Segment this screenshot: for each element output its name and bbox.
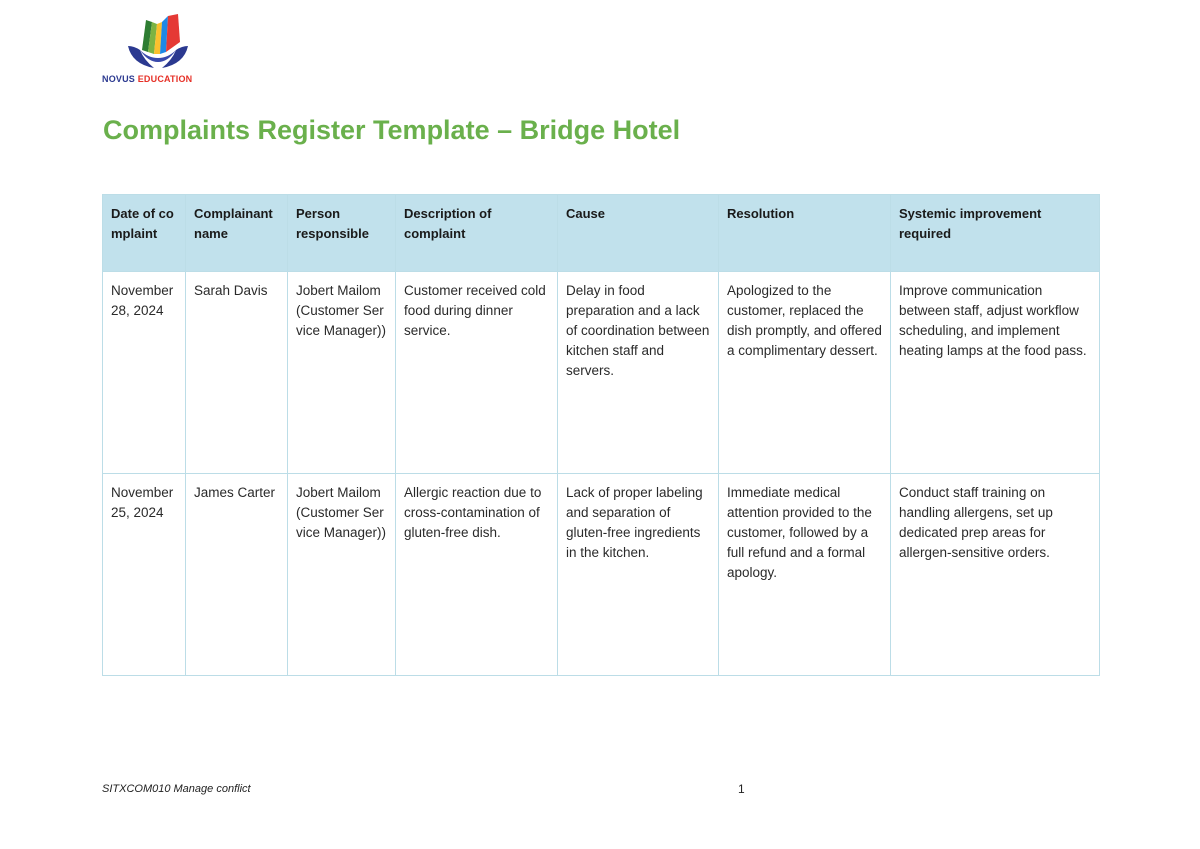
- logo-text-education: EDUCATION: [137, 74, 193, 84]
- cell-improvement: Conduct staff training on handling allergens, set up dedicated prep areas for allergen-sensitive orders.: [891, 474, 1100, 676]
- table-row: [103, 272, 1100, 474]
- cell-resolution: Apologized to the customer, replaced the dish promptly, and offered a complimentary dessert.: [719, 272, 891, 474]
- cell-date: November 28, 2024: [103, 272, 186, 474]
- novus-education-logo: [100, 12, 220, 86]
- book-hands-icon: [122, 12, 192, 72]
- cell-resolution: Immediate medical attention provided to the customer, followed by a full refund and a formal apology.: [719, 474, 891, 676]
- table-row: [103, 474, 1100, 676]
- cell-cause: Lack of proper labeling and separation of gluten-free ingredients in the kitchen.: [558, 474, 719, 676]
- table-header-row: [103, 195, 1100, 272]
- header-description: Description of complaint: [396, 195, 558, 272]
- cell-person-responsible: Jobert Mailom(Customer Service Manager)): [288, 474, 396, 676]
- cell-complainant: James Carter: [186, 474, 288, 676]
- complaints-register-table: [102, 194, 1100, 676]
- header-cause: Cause: [558, 195, 719, 272]
- cell-complainant: Sarah Davis: [186, 272, 288, 474]
- header-improvement: Systemic improvement required: [891, 195, 1100, 272]
- logo-wordmark: [102, 74, 192, 84]
- cell-person-responsible: Jobert Mailom(Customer Service Manager)): [288, 272, 396, 474]
- cell-description: Allergic reaction due to cross-contamination of gluten-free dish.: [396, 474, 558, 676]
- cell-date: November 25, 2024: [103, 474, 186, 676]
- page-title: Complaints Register Template – Bridge Hotel: [103, 115, 681, 145]
- header-resolution: Resolution: [719, 195, 891, 272]
- header-complainant: Complainant name: [186, 195, 288, 272]
- logo-text-novus: NOVUS: [102, 74, 136, 84]
- cell-improvement: Improve communication between staff, adjust workflow scheduling, and implement heating lamps at the food pass.: [891, 272, 1100, 474]
- cell-cause: Delay in food preparation and a lack of coordination between kitchen staff and servers.: [558, 272, 719, 474]
- footer-page-number: 1: [738, 782, 745, 796]
- footer-course-code: SITXCOM010 Manage conflict: [102, 783, 251, 795]
- header-person-responsible: Person responsible: [288, 195, 396, 272]
- header-date: Date of complaint: [103, 195, 186, 272]
- cell-description: Customer received cold food during dinner service.: [396, 272, 558, 474]
